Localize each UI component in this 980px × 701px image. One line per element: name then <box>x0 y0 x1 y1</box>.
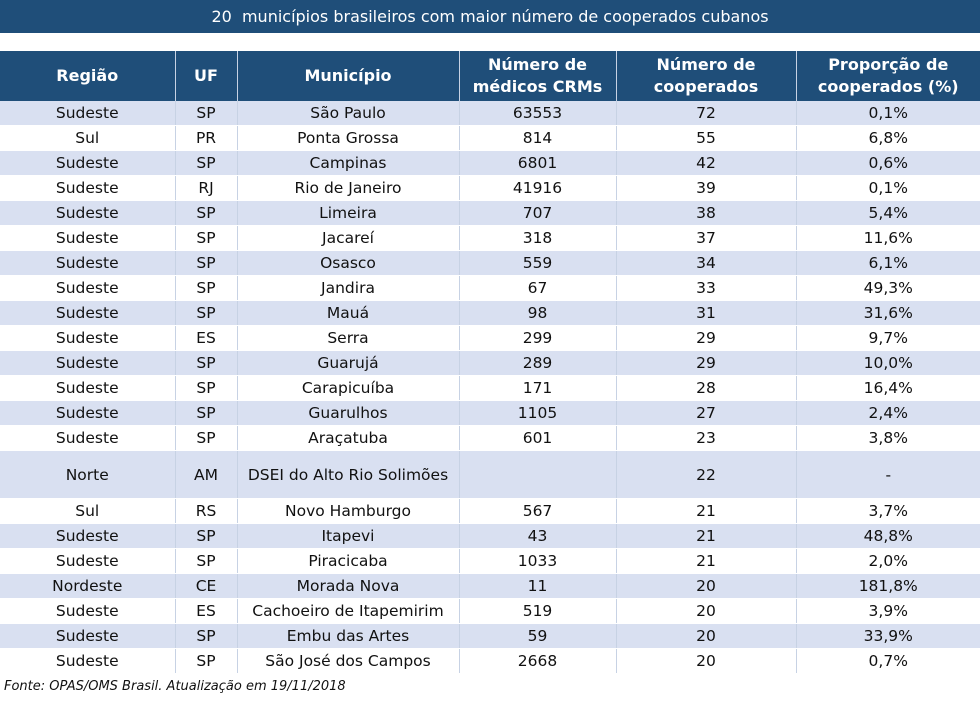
cell-proporcao: 48,8% <box>796 524 980 549</box>
cell-regiao: Sul <box>0 499 175 524</box>
cell-medicos: 6801 <box>459 151 616 176</box>
table-row <box>0 451 980 499</box>
table-row <box>0 201 980 226</box>
cell-medicos: 171 <box>459 376 616 401</box>
cell-municipio: Guarujá <box>237 351 459 376</box>
cell-cooperados: 27 <box>616 401 796 426</box>
cell-cooperados: 20 <box>616 624 796 649</box>
cell-proporcao: 0,1% <box>796 101 980 126</box>
cell-proporcao: 3,8% <box>796 426 980 451</box>
cell-proporcao: 6,1% <box>796 251 980 276</box>
cell-proporcao: 11,6% <box>796 226 980 251</box>
cell-municipio: Cachoeiro de Itapemirim <box>237 599 459 624</box>
cell-municipio: Osasco <box>237 251 459 276</box>
cell-proporcao: 10,0% <box>796 351 980 376</box>
cell-cooperados: 28 <box>616 376 796 401</box>
cell-proporcao: 9,7% <box>796 326 980 351</box>
cell-medicos: 318 <box>459 226 616 251</box>
cell-medicos: 2668 <box>459 649 616 674</box>
cell-uf: ES <box>175 326 237 351</box>
cell-medicos <box>459 451 616 499</box>
cell-uf: ES <box>175 599 237 624</box>
cell-uf: SP <box>175 151 237 176</box>
cell-regiao: Sudeste <box>0 426 175 451</box>
cell-municipio: São Paulo <box>237 101 459 126</box>
header-uf: UF <box>175 51 237 101</box>
cell-regiao: Sul <box>0 126 175 151</box>
table-title-bar <box>0 0 980 33</box>
cell-proporcao: 3,7% <box>796 499 980 524</box>
cell-cooperados: 37 <box>616 226 796 251</box>
cell-municipio: Mauá <box>237 301 459 326</box>
cell-municipio: Limeira <box>237 201 459 226</box>
cell-medicos: 98 <box>459 301 616 326</box>
cell-municipio: Jacareí <box>237 226 459 251</box>
cell-medicos: 519 <box>459 599 616 624</box>
table-row <box>0 499 980 524</box>
table-row <box>0 326 980 351</box>
source-footnote: Fonte: OPAS/OMS Brasil. Atualização em 19/11/2018 <box>4 679 346 694</box>
cell-medicos: 1105 <box>459 401 616 426</box>
cell-uf: CE <box>175 574 237 599</box>
cell-medicos: 289 <box>459 351 616 376</box>
cooperados-table <box>0 51 980 674</box>
cell-municipio: Novo Hamburgo <box>237 499 459 524</box>
cell-cooperados: 21 <box>616 499 796 524</box>
cell-regiao: Sudeste <box>0 649 175 674</box>
cell-municipio: Rio de Janeiro <box>237 176 459 201</box>
cell-regiao: Norte <box>0 451 175 499</box>
cell-medicos: 63553 <box>459 101 616 126</box>
cell-municipio: Morada Nova <box>237 574 459 599</box>
cell-regiao: Sudeste <box>0 599 175 624</box>
cell-regiao: Sudeste <box>0 376 175 401</box>
cell-cooperados: 72 <box>616 101 796 126</box>
cell-regiao: Sudeste <box>0 401 175 426</box>
cell-cooperados: 33 <box>616 276 796 301</box>
cell-regiao: Sudeste <box>0 524 175 549</box>
table-row <box>0 624 980 649</box>
cell-proporcao: 0,1% <box>796 176 980 201</box>
cell-proporcao: 2,0% <box>796 549 980 574</box>
cell-uf: SP <box>175 251 237 276</box>
cell-regiao: Sudeste <box>0 151 175 176</box>
table-row <box>0 251 980 276</box>
cell-municipio: Piracicaba <box>237 549 459 574</box>
cell-uf: PR <box>175 126 237 151</box>
cell-medicos: 59 <box>459 624 616 649</box>
cell-uf: SP <box>175 301 237 326</box>
cell-uf: SP <box>175 101 237 126</box>
cell-municipio: Campinas <box>237 151 459 176</box>
cell-uf: SP <box>175 624 237 649</box>
cell-uf: SP <box>175 426 237 451</box>
cell-medicos: 43 <box>459 524 616 549</box>
cell-cooperados: 21 <box>616 524 796 549</box>
cell-cooperados: 39 <box>616 176 796 201</box>
cell-municipio: Jandira <box>237 276 459 301</box>
table-header-row <box>0 51 980 101</box>
cell-proporcao: 5,4% <box>796 201 980 226</box>
header-proporcao-cooperados: Proporção de cooperados (%) <box>796 51 980 101</box>
cell-cooperados: 21 <box>616 549 796 574</box>
table-row <box>0 151 980 176</box>
cell-regiao: Sudeste <box>0 624 175 649</box>
cell-cooperados: 38 <box>616 201 796 226</box>
table-row <box>0 426 980 451</box>
cell-regiao: Sudeste <box>0 101 175 126</box>
cell-uf: RJ <box>175 176 237 201</box>
cell-proporcao: 6,8% <box>796 126 980 151</box>
table-title: 20 municípios brasileiros com maior número de cooperados cubanos <box>211 7 769 26</box>
table-row <box>0 649 980 674</box>
cell-cooperados: 23 <box>616 426 796 451</box>
header-municipio: Município <box>237 51 459 101</box>
cell-municipio: Itapevi <box>237 524 459 549</box>
cell-medicos: 601 <box>459 426 616 451</box>
cell-uf: SP <box>175 376 237 401</box>
table-row <box>0 301 980 326</box>
cell-medicos: 1033 <box>459 549 616 574</box>
cell-regiao: Nordeste <box>0 574 175 599</box>
cell-regiao: Sudeste <box>0 351 175 376</box>
table-row <box>0 351 980 376</box>
cell-uf: SP <box>175 226 237 251</box>
cell-municipio: Ponta Grossa <box>237 126 459 151</box>
table-row <box>0 376 980 401</box>
cell-uf: SP <box>175 524 237 549</box>
table-row <box>0 599 980 624</box>
cell-municipio: Araçatuba <box>237 426 459 451</box>
cell-medicos: 707 <box>459 201 616 226</box>
cell-regiao: Sudeste <box>0 301 175 326</box>
cell-municipio: Embu das Artes <box>237 624 459 649</box>
cell-medicos: 814 <box>459 126 616 151</box>
cell-proporcao: 31,6% <box>796 301 980 326</box>
cell-cooperados: 34 <box>616 251 796 276</box>
cell-medicos: 67 <box>459 276 616 301</box>
cell-cooperados: 31 <box>616 301 796 326</box>
cell-cooperados: 20 <box>616 649 796 674</box>
table-row <box>0 549 980 574</box>
cell-uf: SP <box>175 649 237 674</box>
cell-regiao: Sudeste <box>0 326 175 351</box>
cell-regiao: Sudeste <box>0 276 175 301</box>
table-row <box>0 524 980 549</box>
cell-medicos: 567 <box>459 499 616 524</box>
cell-municipio: Guarulhos <box>237 401 459 426</box>
table-row <box>0 276 980 301</box>
table-body <box>0 101 980 674</box>
cell-proporcao: - <box>796 451 980 499</box>
header-numero-cooperados: Número de cooperados <box>616 51 796 101</box>
cell-proporcao: 33,9% <box>796 624 980 649</box>
cell-proporcao: 3,9% <box>796 599 980 624</box>
header-medicos-crms: Número de médicos CRMs <box>459 51 616 101</box>
cell-regiao: Sudeste <box>0 251 175 276</box>
cell-cooperados: 29 <box>616 351 796 376</box>
table-row <box>0 226 980 251</box>
cell-cooperados: 20 <box>616 574 796 599</box>
cell-proporcao: 2,4% <box>796 401 980 426</box>
cell-proporcao: 0,7% <box>796 649 980 674</box>
cell-municipio: Carapicuíba <box>237 376 459 401</box>
cell-uf: SP <box>175 276 237 301</box>
table-row <box>0 126 980 151</box>
cell-medicos: 299 <box>459 326 616 351</box>
cell-medicos: 559 <box>459 251 616 276</box>
cell-uf: SP <box>175 351 237 376</box>
cell-cooperados: 20 <box>616 599 796 624</box>
cell-cooperados: 29 <box>616 326 796 351</box>
cell-municipio: Serra <box>237 326 459 351</box>
cell-uf: SP <box>175 201 237 226</box>
table-row <box>0 574 980 599</box>
cell-proporcao: 16,4% <box>796 376 980 401</box>
cell-cooperados: 42 <box>616 151 796 176</box>
cell-municipio: São José dos Campos <box>237 649 459 674</box>
cell-proporcao: 181,8% <box>796 574 980 599</box>
table-row <box>0 101 980 126</box>
cell-municipio: DSEI do Alto Rio Solimões <box>237 451 459 499</box>
header-regiao: Região <box>0 51 175 101</box>
cell-medicos: 11 <box>459 574 616 599</box>
cell-regiao: Sudeste <box>0 201 175 226</box>
cell-cooperados: 22 <box>616 451 796 499</box>
cell-regiao: Sudeste <box>0 176 175 201</box>
cell-uf: SP <box>175 401 237 426</box>
cell-regiao: Sudeste <box>0 549 175 574</box>
cell-regiao: Sudeste <box>0 226 175 251</box>
table-row <box>0 401 980 426</box>
cell-proporcao: 0,6% <box>796 151 980 176</box>
cell-medicos: 41916 <box>459 176 616 201</box>
cell-uf: RS <box>175 499 237 524</box>
cell-uf: AM <box>175 451 237 499</box>
table-row <box>0 176 980 201</box>
cell-cooperados: 55 <box>616 126 796 151</box>
cell-proporcao: 49,3% <box>796 276 980 301</box>
cell-uf: SP <box>175 549 237 574</box>
